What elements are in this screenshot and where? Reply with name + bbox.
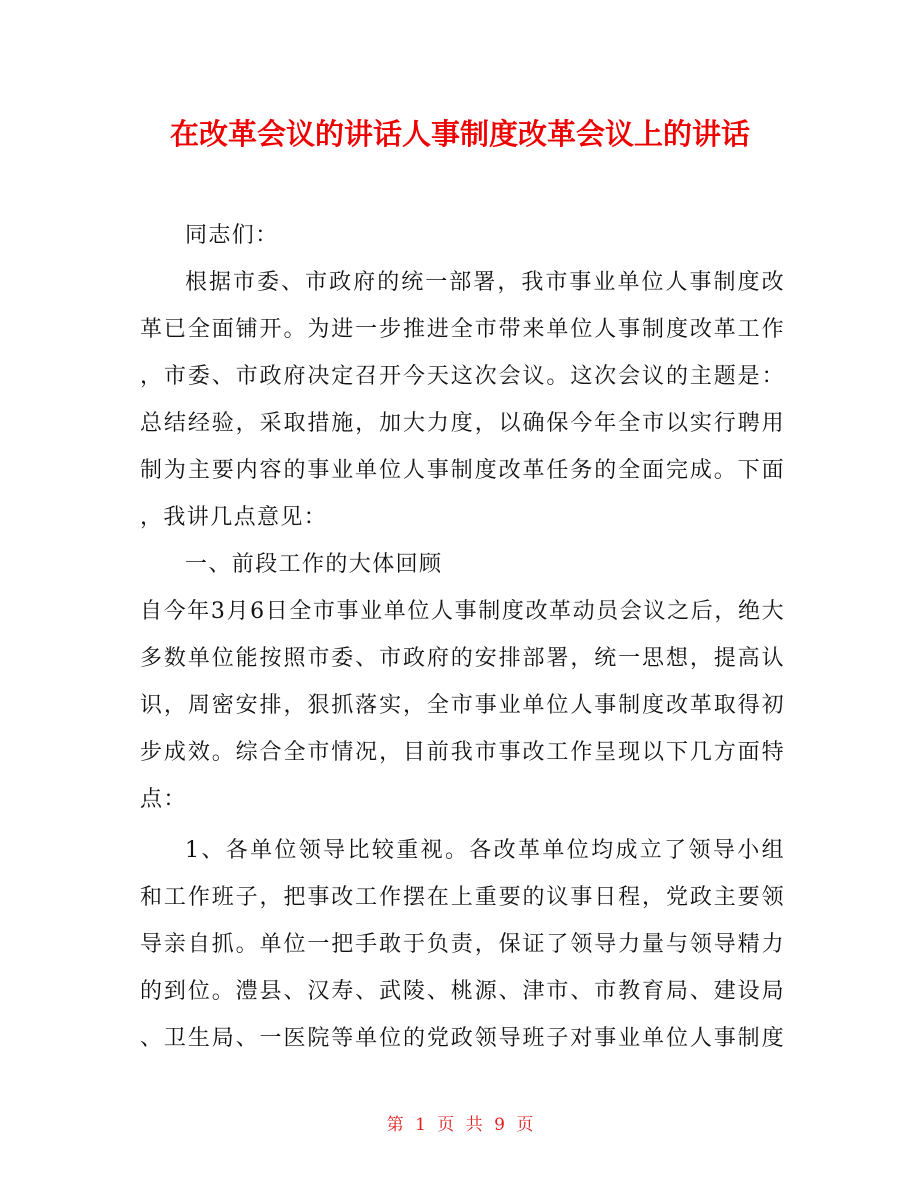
paragraph-line: 的到位。澧县、汉寿、武陵、桃源、津市、市教育局、建设局 (140, 979, 785, 1004)
document-title: 在改革会议的讲话人事制度改革会议上的讲话 (169, 117, 750, 151)
paragraph-line: 步成效。综合全市情况，目前我市事改工作呈现以下几方面特 (140, 740, 785, 765)
salutation-line: 同志们： (185, 223, 279, 248)
paragraph-line: 点： (140, 787, 187, 812)
paragraph-line: 革已全面铺开。为进一步推进全市带来单位人事制度改革工作 (140, 317, 785, 342)
paragraph-line: 1、各单位领导比较重视。各改革单位均成立了领导小组 (185, 838, 785, 863)
paragraph-line: 根据市委、市政府的统一部署，我市事业单位人事制度改 (185, 270, 785, 295)
paragraph-line: ，我讲几点意见： (140, 505, 328, 530)
paragraph-line: 多数单位能按照市委、市政府的安排部署，统一思想，提高认 (140, 646, 785, 671)
paragraph-line: 制为主要内容的事业单位人事制度改革任务的全面完成。下面 (140, 458, 785, 483)
paragraph-line: 和工作班子，把事改工作摆在上重要的议事日程，党政主要领 (140, 885, 785, 910)
paragraph-line: 自今年3月6日全市事业单位人事制度改革动员会议之后，绝大 (140, 599, 785, 624)
paragraph-line: ，市委、市政府决定召开今天这次会议。这次会议的主题是： (140, 364, 785, 389)
section-heading: 一、前段工作的大体回顾 (185, 552, 443, 577)
page-number-footer: 第 1 页 共 9 页 (386, 1115, 534, 1135)
paragraph-line: 导亲自抓。单位一把手敢于负责，保证了领导力量与领导精力 (140, 932, 785, 957)
paragraph-line: 、卫生局、一医院等单位的党政领导班子对事业单位人事制度 (140, 1026, 785, 1051)
paragraph-line: 识，周密安排，狠抓落实，全市事业单位人事制度改革取得初 (140, 693, 785, 718)
paragraph-line: 总结经验，采取措施，加大力度，以确保今年全市以实行聘用 (140, 411, 785, 436)
document-body (140, 212, 785, 1062)
